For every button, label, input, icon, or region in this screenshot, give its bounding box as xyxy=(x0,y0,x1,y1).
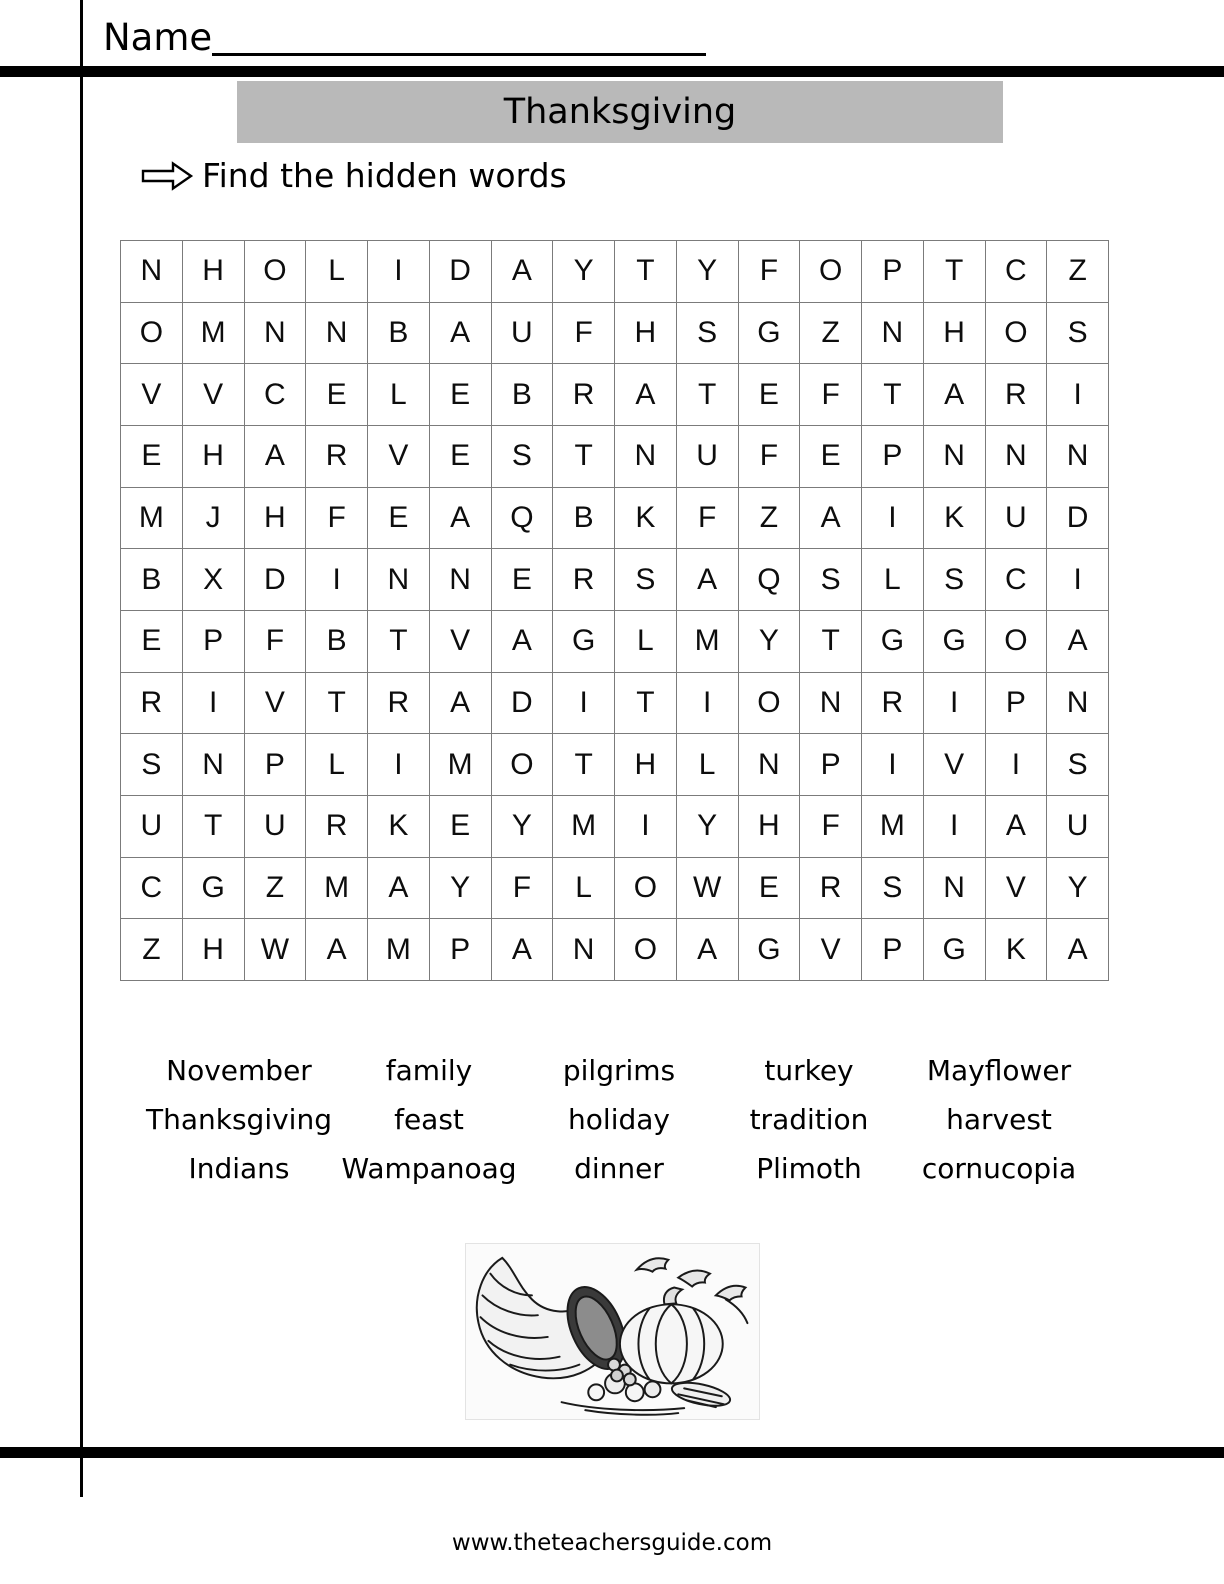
bottom-divider-bar xyxy=(0,1447,1224,1458)
name-blank-line xyxy=(212,53,706,56)
grid-letter: A xyxy=(677,919,739,981)
grid-letter: I xyxy=(862,488,924,550)
grid-letter: T xyxy=(677,364,739,426)
grid-letter: G xyxy=(553,611,615,673)
grid-letter: A xyxy=(492,919,554,981)
grid-letter: H xyxy=(615,734,677,796)
grid-letter: R xyxy=(800,858,862,920)
word-bank-item: Indians xyxy=(188,1152,290,1185)
grid-letter: D xyxy=(1047,488,1109,550)
grid-letter: S xyxy=(615,549,677,611)
grid-letter: N xyxy=(615,426,677,488)
grid-letter: H xyxy=(183,241,245,303)
grid-letter: Z xyxy=(121,919,183,981)
grid-letter: N xyxy=(924,858,986,920)
grid-letter: U xyxy=(677,426,739,488)
grid-letter: G xyxy=(924,919,986,981)
grid-letter: T xyxy=(368,611,430,673)
grid-letter: K xyxy=(368,796,430,858)
word-bank-item: Mayflower xyxy=(926,1054,1072,1087)
grid-letter: I xyxy=(1047,549,1109,611)
grid-letter: T xyxy=(183,796,245,858)
grid-letter: I xyxy=(368,241,430,303)
instruction-row xyxy=(140,156,567,195)
grid-letter: B xyxy=(306,611,368,673)
grid-letter: L xyxy=(677,734,739,796)
grid-letter: N xyxy=(368,549,430,611)
word-bank-item: Wampanoag xyxy=(341,1152,517,1185)
grid-letter: N xyxy=(553,919,615,981)
grid-letter: Y xyxy=(430,858,492,920)
instruction-text: Find the hidden words xyxy=(202,156,567,195)
grid-letter: N xyxy=(1047,673,1109,735)
grid-letter: F xyxy=(800,796,862,858)
grid-letter: G xyxy=(739,303,801,365)
grid-letter: Z xyxy=(1047,241,1109,303)
grid-letter: D xyxy=(430,241,492,303)
grid-letter: E xyxy=(368,488,430,550)
grid-letter: N xyxy=(430,549,492,611)
grid-letter: N xyxy=(862,303,924,365)
grid-letter: N xyxy=(739,734,801,796)
grid-letter: G xyxy=(924,611,986,673)
grid-letter: T xyxy=(553,734,615,796)
grid-letter: P xyxy=(800,734,862,796)
grid-letter: E xyxy=(800,426,862,488)
grid-letter: P xyxy=(862,426,924,488)
grid-letter: T xyxy=(615,673,677,735)
word-bank-item: holiday xyxy=(568,1103,670,1136)
grid-letter: C xyxy=(245,364,307,426)
grid-letter: P xyxy=(986,673,1048,735)
word-bank-item: Plimoth xyxy=(756,1152,862,1185)
grid-letter: V xyxy=(245,673,307,735)
grid-letter: U xyxy=(1047,796,1109,858)
grid-letter: F xyxy=(492,858,554,920)
grid-letter: B xyxy=(553,488,615,550)
grid-letter: S xyxy=(1047,303,1109,365)
grid-letter: M xyxy=(862,796,924,858)
grid-letter: Z xyxy=(739,488,801,550)
grid-letter: R xyxy=(986,364,1048,426)
grid-letter: P xyxy=(862,919,924,981)
grid-letter: E xyxy=(739,858,801,920)
grid-letter: K xyxy=(615,488,677,550)
grid-letter: O xyxy=(800,241,862,303)
name-row xyxy=(103,16,703,60)
grid-letter: E xyxy=(121,611,183,673)
grid-letter: O xyxy=(245,241,307,303)
grid-letter: I xyxy=(1047,364,1109,426)
grid-letter: O xyxy=(615,858,677,920)
grid-letter: E xyxy=(430,426,492,488)
grid-letter: A xyxy=(1047,919,1109,981)
grid-letter: N xyxy=(245,303,307,365)
grid-letter: Y xyxy=(492,796,554,858)
grid-letter: A xyxy=(245,426,307,488)
grid-letter: A xyxy=(430,303,492,365)
grid-letter: O xyxy=(986,611,1048,673)
grid-letter: F xyxy=(553,303,615,365)
grid-letter: E xyxy=(492,549,554,611)
grid-letter: Z xyxy=(245,858,307,920)
grid-letter: I xyxy=(924,673,986,735)
grid-letter: M xyxy=(183,303,245,365)
word-bank-item: family xyxy=(385,1054,473,1087)
grid-letter: M xyxy=(677,611,739,673)
footer-url: www.theteachersguide.com xyxy=(451,1530,773,1556)
cornucopia-illustration xyxy=(465,1243,760,1420)
grid-letter: O xyxy=(986,303,1048,365)
grid-letter: U xyxy=(245,796,307,858)
grid-letter: G xyxy=(183,858,245,920)
grid-letter: I xyxy=(306,549,368,611)
grid-letter: A xyxy=(368,858,430,920)
grid-letter: B xyxy=(492,364,554,426)
word-bank-item: feast xyxy=(394,1103,464,1136)
grid-letter: I xyxy=(677,673,739,735)
grid-letter: A xyxy=(430,488,492,550)
name-label: Name xyxy=(103,16,213,59)
grid-letter: M xyxy=(306,858,368,920)
grid-letter: R xyxy=(553,364,615,426)
grid-letter: I xyxy=(862,734,924,796)
grid-letter: O xyxy=(739,673,801,735)
word-bank-item: tradition xyxy=(749,1103,869,1136)
grid-letter: M xyxy=(430,734,492,796)
grid-letter: S xyxy=(677,303,739,365)
grid-letter: V xyxy=(800,919,862,981)
word-bank-item: November xyxy=(166,1054,312,1087)
grid-letter: L xyxy=(306,734,368,796)
grid-letter: T xyxy=(553,426,615,488)
grid-letter: I xyxy=(553,673,615,735)
grid-letter: T xyxy=(862,364,924,426)
grid-letter: R xyxy=(368,673,430,735)
word-bank-item: harvest xyxy=(946,1103,1052,1136)
grid-letter: L xyxy=(553,858,615,920)
grid-letter: Q xyxy=(492,488,554,550)
grid-letter: N xyxy=(1047,426,1109,488)
grid-letter: I xyxy=(924,796,986,858)
grid-letter: N xyxy=(924,426,986,488)
grid-letter: A xyxy=(492,611,554,673)
grid-letter: C xyxy=(986,241,1048,303)
grid-letter: R xyxy=(306,426,368,488)
grid-letter: F xyxy=(800,364,862,426)
grid-letter: V xyxy=(924,734,986,796)
grid-letter: D xyxy=(245,549,307,611)
grid-letter: J xyxy=(183,488,245,550)
grid-letter: P xyxy=(183,611,245,673)
grid-letter: T xyxy=(924,241,986,303)
grid-letter: K xyxy=(986,919,1048,981)
grid-letter: T xyxy=(306,673,368,735)
grid-letter: F xyxy=(306,488,368,550)
grid-letter: A xyxy=(924,364,986,426)
grid-letter: R xyxy=(553,549,615,611)
grid-letter: L xyxy=(306,241,368,303)
grid-letter: T xyxy=(800,611,862,673)
grid-letter: P xyxy=(862,241,924,303)
grid-letter: U xyxy=(986,488,1048,550)
grid-letter: P xyxy=(245,734,307,796)
word-bank-item: turkey xyxy=(764,1054,854,1087)
grid-letter: H xyxy=(615,303,677,365)
grid-letter: W xyxy=(245,919,307,981)
word-bank-item: Thanksgiving xyxy=(146,1103,332,1136)
grid-letter: O xyxy=(121,303,183,365)
grid-letter: Y xyxy=(739,611,801,673)
grid-letter: I xyxy=(368,734,430,796)
grid-letter: E xyxy=(306,364,368,426)
grid-letter: S xyxy=(862,858,924,920)
grid-letter: O xyxy=(615,919,677,981)
grid-letter: M xyxy=(121,488,183,550)
word-bank-item: cornucopia xyxy=(921,1152,1077,1185)
grid-letter: M xyxy=(368,919,430,981)
grid-letter: I xyxy=(183,673,245,735)
grid-letter: A xyxy=(1047,611,1109,673)
grid-letter: F xyxy=(739,426,801,488)
word-bank-item: dinner xyxy=(574,1152,664,1185)
grid-letter: I xyxy=(986,734,1048,796)
grid-letter: A xyxy=(492,241,554,303)
grid-letter: L xyxy=(862,549,924,611)
grid-letter: G xyxy=(862,611,924,673)
grid-letter: R xyxy=(306,796,368,858)
left-margin-line xyxy=(80,0,83,1497)
grid-letter: T xyxy=(615,241,677,303)
word-list xyxy=(144,1046,1094,1193)
grid-letter: M xyxy=(553,796,615,858)
grid-letter: W xyxy=(677,858,739,920)
grid-letter: S xyxy=(492,426,554,488)
grid-letter: E xyxy=(430,796,492,858)
grid-letter: H xyxy=(739,796,801,858)
grid-letter: F xyxy=(677,488,739,550)
grid-letter: H xyxy=(183,426,245,488)
grid-letter: N xyxy=(121,241,183,303)
grid-letter: H xyxy=(924,303,986,365)
grid-letter: Y xyxy=(553,241,615,303)
grid-letter: F xyxy=(245,611,307,673)
grid-letter: R xyxy=(121,673,183,735)
grid-letter: N xyxy=(800,673,862,735)
grid-letter: V xyxy=(986,858,1048,920)
word-search-grid xyxy=(120,240,1109,981)
grid-letter: Y xyxy=(677,796,739,858)
grid-letter: N xyxy=(986,426,1048,488)
grid-letter: B xyxy=(368,303,430,365)
grid-letter: S xyxy=(1047,734,1109,796)
grid-letter: O xyxy=(492,734,554,796)
grid-letter: P xyxy=(430,919,492,981)
grid-letter: C xyxy=(121,858,183,920)
top-divider-bar xyxy=(0,66,1224,77)
grid-letter: Y xyxy=(677,241,739,303)
grid-letter: S xyxy=(800,549,862,611)
cornucopia-image xyxy=(466,1244,759,1419)
grid-letter: K xyxy=(924,488,986,550)
grid-letter: L xyxy=(368,364,430,426)
grid-letter: H xyxy=(183,919,245,981)
grid-letter: S xyxy=(924,549,986,611)
word-bank-item: pilgrims xyxy=(562,1054,676,1087)
grid-letter: A xyxy=(800,488,862,550)
grid-letter: N xyxy=(306,303,368,365)
grid-letter: U xyxy=(121,796,183,858)
grid-letter: X xyxy=(183,549,245,611)
grid-letter: A xyxy=(677,549,739,611)
grid-letter: E xyxy=(739,364,801,426)
grid-letter: V xyxy=(430,611,492,673)
grid-letter: C xyxy=(986,549,1048,611)
grid-letter: E xyxy=(430,364,492,426)
grid-letter: A xyxy=(430,673,492,735)
grid-letter: H xyxy=(245,488,307,550)
grid-letter: Z xyxy=(800,303,862,365)
grid-letter: L xyxy=(615,611,677,673)
grid-letter: N xyxy=(183,734,245,796)
grid-letter: D xyxy=(492,673,554,735)
grid-letter: A xyxy=(986,796,1048,858)
grid-letter: V xyxy=(121,364,183,426)
grid-letter: Q xyxy=(739,549,801,611)
grid-letter: U xyxy=(492,303,554,365)
grid-letter: S xyxy=(121,734,183,796)
grid-letter: V xyxy=(368,426,430,488)
grid-letter: G xyxy=(739,919,801,981)
grid-letter: F xyxy=(739,241,801,303)
title-banner xyxy=(237,81,1003,143)
grid-letter: Y xyxy=(1047,858,1109,920)
grid-letter: R xyxy=(862,673,924,735)
grid-letter: B xyxy=(121,549,183,611)
grid-letter: A xyxy=(306,919,368,981)
grid-letter: E xyxy=(121,426,183,488)
grid-letter: V xyxy=(183,364,245,426)
right-arrow-icon xyxy=(140,160,194,192)
grid-letter: A xyxy=(615,364,677,426)
grid-letter: I xyxy=(615,796,677,858)
worksheet-title: Thanksgiving xyxy=(503,92,737,132)
